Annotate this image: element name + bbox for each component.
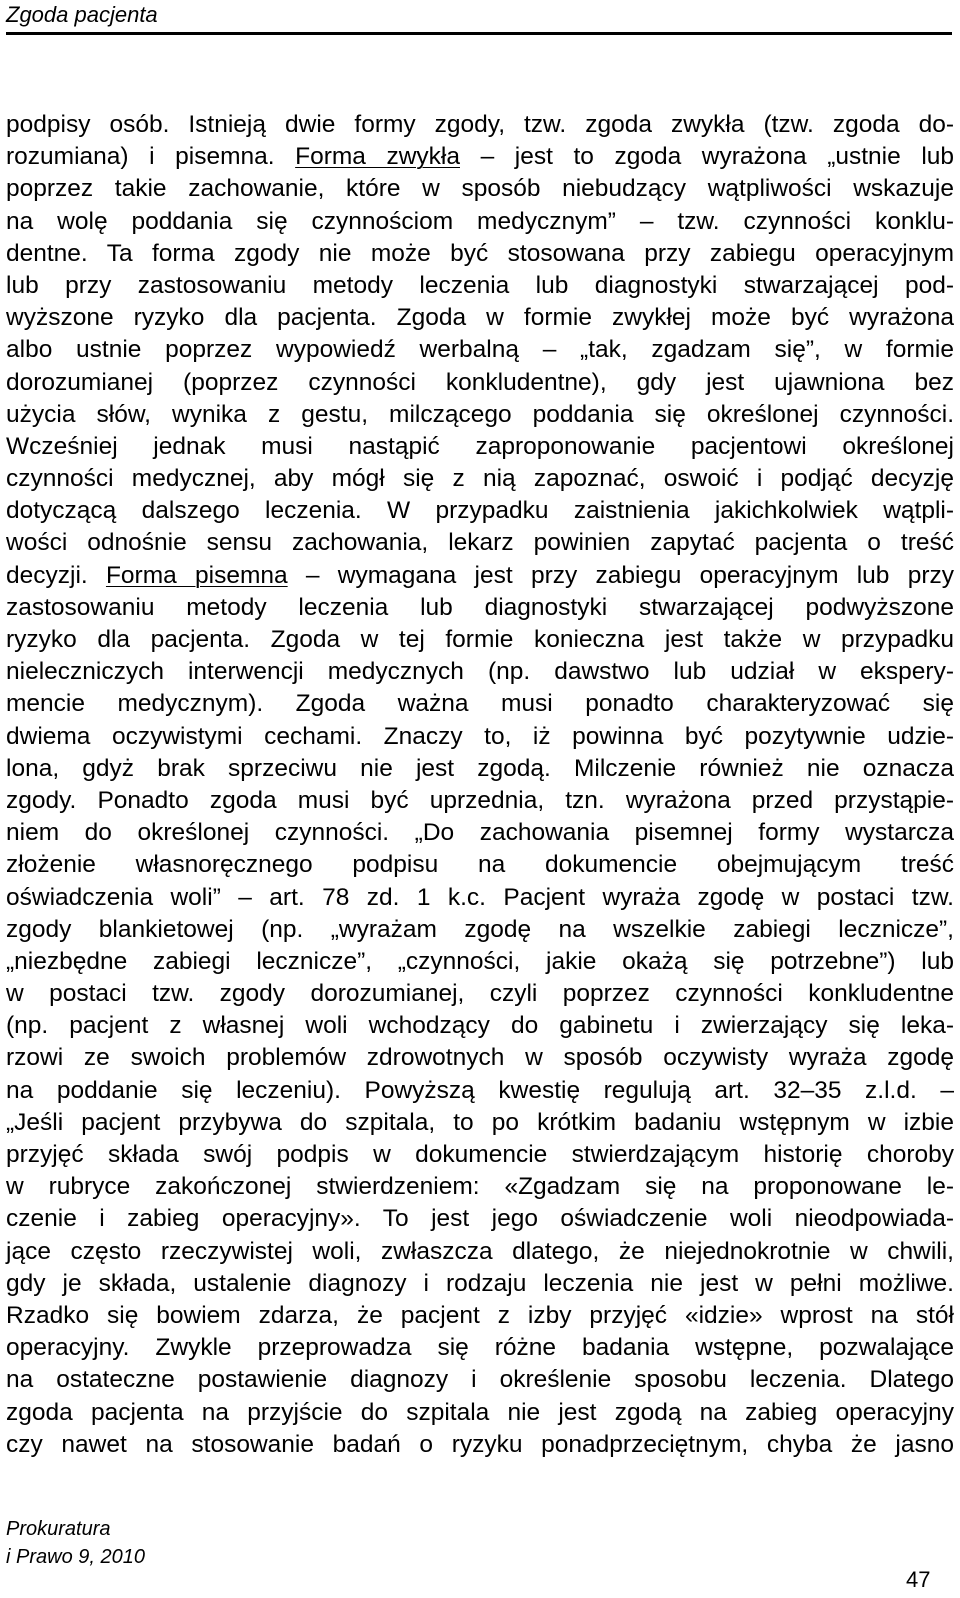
text-run: niem do określonej czynności. „Do zachowania pisemnej formy wystarcza (6, 819, 954, 847)
text-line (6, 463, 954, 495)
text-run: dotyczącą dalszego leczenia. W przypadku zaistnienia jakichkolwiek wątpli- (6, 497, 954, 525)
text-line (6, 238, 954, 270)
text-line (6, 946, 954, 978)
underlined-term: Forma zwykła (295, 143, 460, 171)
text-line (6, 1236, 954, 1268)
text-line (6, 302, 954, 334)
text-run: „niezbędne zabiegi lecznicze”, „czynności, jakie okażą się potrzebne”) lub (6, 947, 954, 975)
text-run: rzowi ze swoich problemów zdrowotnych w sposób oczywisty wyraża zgodę (6, 1044, 954, 1072)
text-run: poprzez takie zachowanie, które w sposób niebudzący wątpliwości wskazuje (6, 175, 954, 203)
text-run: rozumiana) i pisemna. (6, 143, 296, 171)
text-line (6, 367, 954, 399)
journal-name: Prokuratura (6, 1518, 111, 1540)
text-line (6, 527, 954, 559)
text-run: „Jeśli pacjent przybywa do szpitala, to po krótkim badaniu wstępnym w izbie (6, 1108, 954, 1136)
text-run: złożenie własnoręcznego podpisu na dokumencie obejmującym treść (6, 851, 954, 879)
text-run: – jest to zgoda wyrażona „ustnie lub (460, 143, 955, 171)
page-number: 47 (906, 1567, 931, 1592)
text-line (6, 399, 954, 431)
text-line (6, 624, 954, 656)
text-run: dentne. Ta forma zgody nie może być stosowana przy zabiegu operacyjnym (6, 239, 954, 267)
text-run: nieleczniczych interwencji medycznych (np. dawstwo lub udział w ekspery- (6, 658, 954, 686)
underlined-term: Forma pisemna (105, 561, 288, 589)
text-run: wości odnośnie sensu zachowania, lekarz powinien zapytać pacjenta o treść (6, 529, 954, 557)
text-run: w rubryce zakończonej stwierdzeniem: «Zgadzam się na proponowane le- (6, 1173, 954, 1201)
text-run: oświadczenia woli” – art. 78 zd. 1 k.c. Pacjent wyraża zgodę w postaci tzw. (6, 883, 954, 911)
text-line (6, 1300, 954, 1332)
text-line (6, 1075, 954, 1107)
text-run: na poddanie się leczeniu). Powyższą kwestię regulują art. 32–35 z.l.d. – (6, 1076, 954, 1104)
text-run: zastosowaniu metody leczenia lub diagnostyki stwarzającej podwyższone (6, 593, 954, 621)
text-run: zgody. Ponadto zgoda musi być uprzednia, tzn. wyrażona przed przystąpie- (6, 786, 954, 814)
text-line (6, 914, 954, 946)
text-run: dorozumianej (poprzez czynności konkludentne), gdy jest ujawniona bez (6, 368, 954, 396)
text-run: ryzyko dla pacjenta. Zgoda w tej formie konieczna jest także w przypadku (6, 626, 954, 653)
text-run: – wymagana jest przy zabiegu operacyjnym lub przy (287, 561, 954, 589)
text-run: operacyjny. Zwykle przeprowadza się różne badania wstępne, pozwalające (6, 1334, 954, 1362)
text-run: czy nawet na stosowanie badań o ryzyku ponadprzeciętnym, chyba że jasno (6, 1430, 954, 1458)
text-line (6, 1364, 954, 1396)
header-title: Zgoda pacjenta (6, 2, 158, 27)
journal-issue: i Prawo 9, 2010 (6, 1546, 145, 1568)
text-run: podpisy osób. Istnieją dwie formy zgody, tzw. zgoda zwykła (tzw. zgoda do- (6, 111, 954, 138)
text-line (6, 495, 954, 527)
text-line (6, 1107, 954, 1139)
text-line (6, 173, 954, 205)
text-run: na ostateczne postawienie diagnozy i określenie sposobu leczenia. Dlatego (6, 1366, 954, 1394)
footer-journal (6, 1515, 145, 1571)
text-line (6, 1171, 954, 1203)
running-header (6, 2, 952, 35)
text-line (6, 1042, 954, 1074)
text-run: czynności medycznej, aby mógł się z nią zapoznać, oswoić i podjąć decyzję (6, 465, 954, 493)
text-run: dwiema oczywistymi cechami. Znaczy to, iż powinna być pozytywnie udzie- (6, 722, 954, 750)
text-run: jące często rzeczywistej woli, zwłaszcza dlatego, że niejednokrotnie w chwili, (6, 1237, 954, 1265)
text-line (6, 431, 954, 463)
text-run: decyzji. (6, 561, 106, 589)
text-line (6, 592, 954, 624)
text-line (6, 785, 954, 817)
text-line (6, 849, 954, 881)
text-line (6, 721, 954, 753)
text-run: albo ustnie poprzez wypowiedź werbalną – „tak, zgadzam się”, w formie (6, 336, 954, 364)
text-run: lona, gdyż brak sprzeciwu nie jest zgodą. Milczenie również nie oznacza (6, 754, 954, 782)
text-run: lub przy zastosowaniu metody leczenia lub diagnostyki stwarzającej pod- (6, 271, 954, 299)
text-run: gdy je składa, ustalenie diagnozy i rodzaju leczenia nie jest w pełni możliwe. (6, 1269, 954, 1297)
text-line (6, 882, 954, 914)
text-run: użycia słów, wynika z gestu, milczącego poddania się określonej czynności. (6, 400, 954, 428)
text-line (6, 1010, 954, 1042)
text-line (6, 270, 954, 302)
text-run: mencie medycznym). Zgoda ważna musi ponadto charakteryzować się (6, 690, 954, 718)
text-line (6, 109, 954, 141)
text-line (6, 688, 954, 720)
text-run: (np. pacjent z własnej woli wchodzący do gabinetu i zwierzający się leka- (6, 1012, 954, 1040)
text-line (6, 656, 954, 688)
text-line (6, 206, 954, 238)
text-run: na wolę poddania się czynnościom medycznym” – tzw. czynności konklu- (6, 207, 954, 235)
text-run: w postaci tzw. zgody dorozumianej, czyli poprzez czynności konkludentne (6, 980, 954, 1008)
text-line (6, 1397, 954, 1429)
text-run: Rzadko się bowiem zdarza, że pacjent z izby przyjęć «idzie» wprost na stół (6, 1301, 954, 1329)
text-line (6, 1203, 954, 1235)
text-run: zgoda pacjenta na przyjście do szpitala nie jest zgodą na zabieg operacyjny (6, 1398, 954, 1426)
text-line (6, 1139, 954, 1171)
text-run: przyjęć składa swój podpis w dokumencie stwierdzającym historię choroby (6, 1141, 954, 1168)
text-line (6, 141, 954, 173)
text-line (6, 1429, 954, 1461)
text-line (6, 753, 954, 785)
text-line (6, 1268, 954, 1300)
text-run: Wcześniej jednak musi nastąpić zaproponowanie pacjentowi określonej (6, 432, 954, 460)
text-line (6, 978, 954, 1010)
text-line (6, 334, 954, 366)
body-text (6, 109, 954, 1461)
text-run: wyższone ryzyko dla pacjenta. Zgoda w formie zwykłej może być wyrażona (6, 304, 954, 332)
text-run: czenie i zabieg operacyjny». To jest jego oświadczenie woli nieodpowiada- (6, 1205, 954, 1233)
text-line (6, 817, 954, 849)
text-run: zgody blankietowej (np. „wyrażam zgodę na wszelkie zabiegi lecznicze”, (6, 915, 954, 943)
text-line (6, 560, 954, 592)
text-line (6, 1332, 954, 1364)
